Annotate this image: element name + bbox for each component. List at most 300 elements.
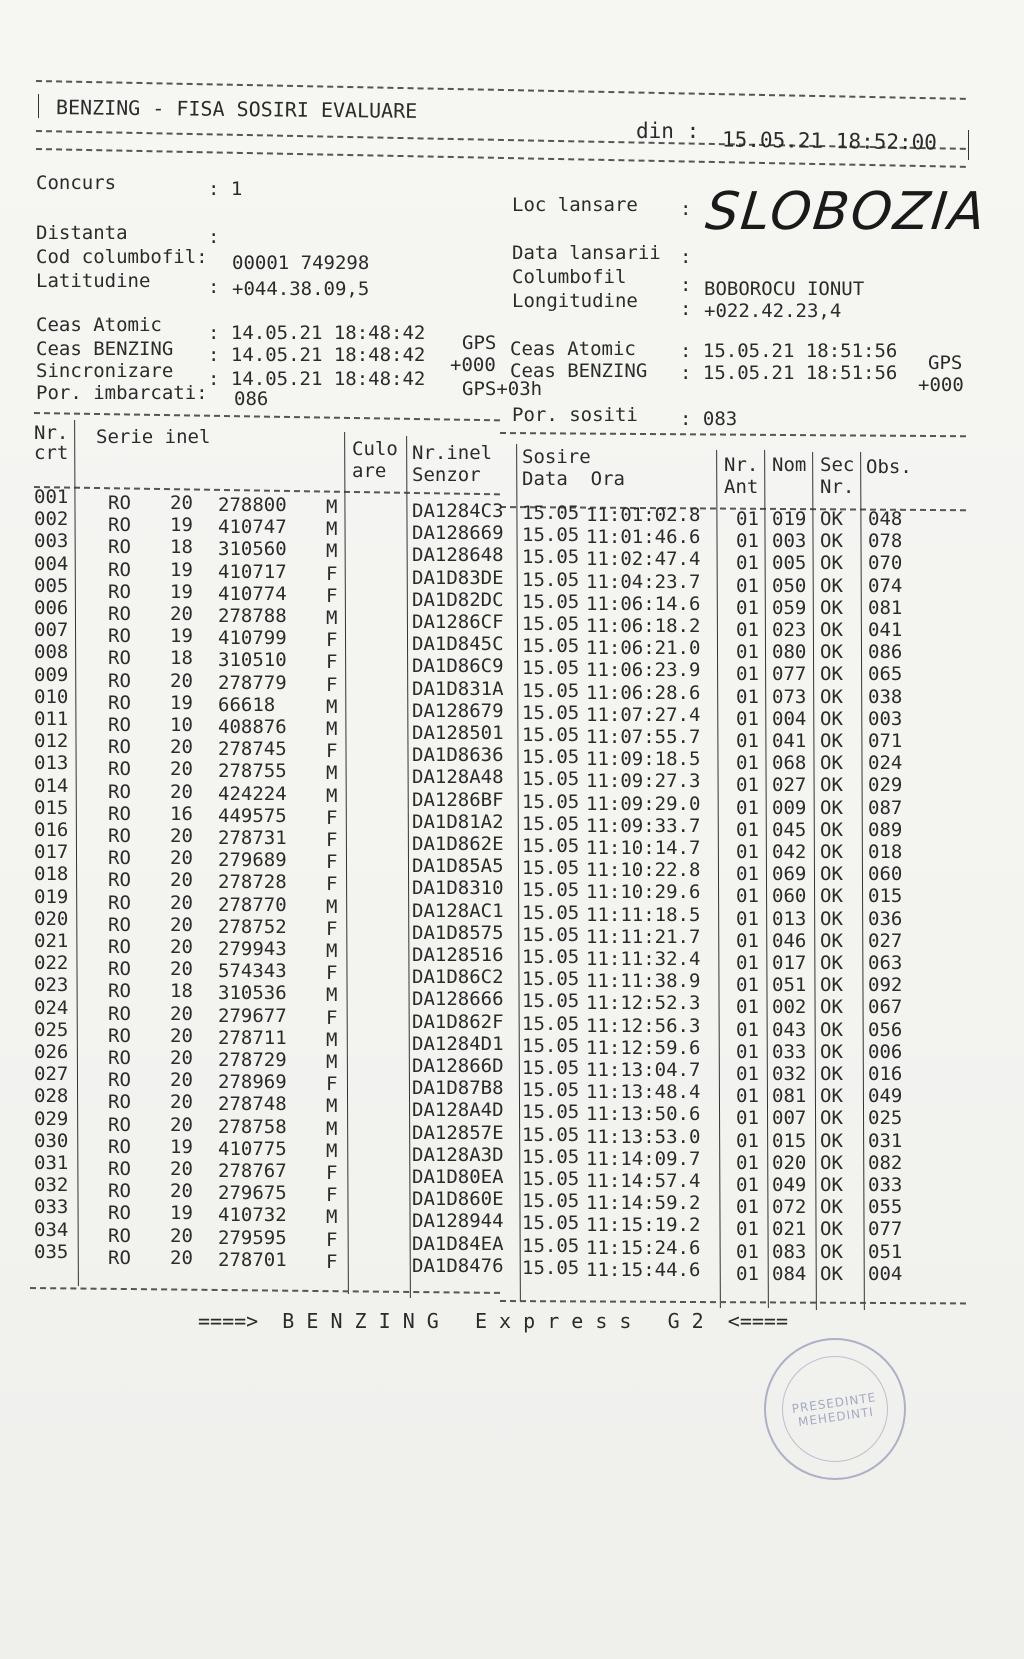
cell-year: 20 [170,603,193,625]
data-lansarii-label: Data lansarii [512,242,661,264]
cell-obs: 087 [868,796,903,819]
columbofil-value: BOBOROCU IONUT [704,278,865,300]
cell-obs: 060 [868,863,903,886]
cell-date: 15.05 [522,524,580,547]
cell-country: RO [108,802,131,825]
cell-ant: 01 [736,974,759,997]
cell-obs: 063 [868,952,903,974]
cell-time: 11:09:33.7 [586,814,701,837]
cell-ant: 01 [736,863,759,886]
cell-sec: OK [820,1240,843,1263]
cell-year: 18 [170,647,193,670]
cell-year: 20 [170,669,193,692]
cell-sensor: DA1284C3 [412,500,504,522]
cell-nr: 025 [34,1018,69,1041]
ceas-benzing-left-extra: +000 [450,354,496,376]
cell-nr: 033 [34,1196,69,1219]
cell-ant: 01 [736,730,759,752]
cell-time: 11:12:59.6 [586,1036,701,1059]
cell-sec: OK [820,774,843,797]
cell-obs: 029 [868,774,903,797]
cell-nom: 007 [772,1107,807,1130]
cell-year: 20 [170,1024,193,1047]
cell-time: 11:11:38.9 [586,970,701,993]
cell-ant: 01 [736,1218,759,1241]
cell-year: 20 [170,1180,193,1203]
header-right-border [968,130,969,160]
cell-sensor: DA1D87B8 [412,1077,504,1100]
cell-sex: M [326,540,338,563]
cell-sensor: DA1D8636 [412,744,504,767]
cell-sensor: DA128AC1 [412,899,504,922]
cell-sex: M [326,895,338,918]
cell-sensor: DA128648 [412,544,504,567]
ceas-benzing-right-value: : 15.05.21 18:51:56 [680,362,898,384]
cell-nom: 033 [772,1040,807,1063]
cell-nom: 004 [772,707,807,730]
cell-nr: 001 [34,486,69,508]
cell-date: 15.05 [522,1168,580,1190]
cell-ant: 01 [736,1262,759,1285]
cell-nom: 002 [772,996,807,1019]
cell-sensor: DA1D84EA [412,1232,504,1255]
cell-sec: OK [820,1129,843,1152]
cell-country: RO [108,980,131,1003]
cell-sex: F [326,673,338,696]
cell-obs: 024 [868,752,903,775]
cell-nr: 018 [34,863,69,886]
cell-nom: 041 [772,730,807,752]
cell-time: 11:13:53.0 [586,1125,701,1148]
cell-country: RO [108,1069,131,1092]
cell-year: 20 [170,1158,193,1180]
cell-nom: 050 [772,574,807,597]
ceas-atomic-left-value: : 14.05.21 18:48:42 [208,322,426,344]
cell-sensor: DA128A48 [412,766,504,789]
cell-ring: 310510 [218,649,287,672]
ceas-atomic-right-value: : 15.05.21 18:51:56 [680,340,898,362]
cell-time: 11:06:23.9 [586,659,701,682]
cell-sex: F [326,851,338,874]
ceas-atomic-right-extra: GPS [928,352,963,374]
cell-sensor: DA1D8310 [412,877,504,900]
cell-time: 11:15:24.6 [586,1236,701,1259]
cell-date: 15.05 [522,1256,580,1279]
header-crt: crt [34,442,69,464]
cell-nr: 007 [34,619,69,642]
cell-time: 11:04:23.7 [586,570,701,593]
cell-nom: 009 [772,796,807,819]
cell-ant: 01 [736,996,759,1019]
cell-ring: 278728 [218,871,287,894]
cell-nom: 069 [772,863,807,886]
cell-ant: 01 [736,641,759,664]
cell-ring: 278788 [218,605,287,627]
cell-year: 20 [170,1002,193,1025]
cell-sex: F [326,1228,338,1251]
cell-ant: 01 [736,841,759,863]
por-imbarcati-value: 086 [234,388,269,410]
cell-time: 11:10:22.8 [586,859,701,882]
cell-time: 11:11:32.4 [586,948,701,970]
cell-obs: 078 [868,530,903,553]
cell-ring: 424224 [218,782,287,805]
cell-nr: 004 [34,552,69,575]
cell-time: 11:15:44.6 [586,1258,701,1281]
ceas-benzing-right-label: Ceas BENZING [510,360,648,382]
cell-obs: 041 [868,619,903,641]
cell-year: 20 [170,1113,193,1136]
cell-sensor: DA1D80EA [412,1166,504,1188]
column-rule-nr [74,420,79,1286]
cell-date: 15.05 [522,1012,580,1035]
loc-lansare-sep: : [680,198,692,220]
ceas-atomic-left-extra: GPS [462,332,497,354]
cell-obs: 016 [868,1063,903,1085]
cell-nr: 034 [34,1218,69,1241]
cell-sex: F [326,1184,338,1207]
cell-sex: M [326,1139,338,1162]
column-rule-sec [812,452,817,1310]
cell-nr: 009 [34,663,69,686]
cell-country: RO [108,1246,131,1269]
cell-nom: 017 [772,952,807,974]
cell-sec: OK [820,596,843,619]
cell-sec: OK [820,641,843,664]
cell-nr: 010 [34,685,69,708]
cell-nr: 030 [34,1129,69,1152]
cell-time: 11:06:14.6 [586,592,701,615]
header-nr-inel-2: Senzor [412,464,481,486]
latitudine-value: +044.38.09,5 [232,278,370,300]
sincronizare-extra: GPS+03h [462,378,543,400]
cell-time: 11:06:28.6 [586,681,701,704]
cell-sex: F [326,651,338,674]
cell-sec: OK [820,1174,843,1196]
cell-time: 11:09:29.0 [586,792,701,815]
cell-nr: 022 [34,952,69,975]
cell-date: 15.05 [522,1057,580,1079]
cell-ant: 01 [736,530,759,553]
header-obs: Obs. [866,456,912,478]
cell-country: RO [108,536,131,559]
cell-nr: 027 [34,1063,69,1086]
cell-sensor: DA1D845C [412,633,504,656]
cell-sec: OK [820,663,843,686]
cell-date: 15.05 [522,502,580,524]
cell-ant: 01 [736,1196,759,1219]
cell-sex: M [326,1051,338,1073]
table-top-rule-left [34,412,500,421]
cell-ring: 66618 [218,693,276,716]
cell-sex: F [326,962,338,985]
cell-country: RO [108,1202,131,1225]
cell-nr: 006 [34,597,69,619]
cell-country: RO [108,580,131,603]
cell-sensor: DA1286BF [412,788,504,811]
cell-date: 15.05 [522,657,580,680]
column-rule-obs [860,452,865,1310]
cell-sec: OK [820,1040,843,1063]
cell-sec: OK [820,1063,843,1085]
cell-ant: 01 [736,1107,759,1130]
latitudine-label: Latitudine [36,270,151,292]
stamp-text: PRESEDINTE MEHEDINTI [790,1390,878,1430]
cell-year: 19 [170,1135,193,1158]
cell-date: 15.05 [522,1212,580,1235]
cell-ring: 410732 [218,1204,287,1227]
cell-nom: 005 [772,552,807,575]
cell-sex: F [326,873,338,896]
cell-ant: 01 [736,1174,759,1196]
cell-year: 20 [170,847,193,870]
cell-year: 18 [170,980,193,1003]
cell-date: 15.05 [522,968,580,991]
cell-time: 11:01:02.8 [586,504,701,526]
columbofil-sep: : [680,274,692,296]
cell-ring: 410775 [218,1137,287,1160]
cell-sex: F [326,1006,338,1029]
cell-sex: M [326,518,338,541]
cell-sex: F [326,584,338,607]
cell-sex: M [326,496,338,518]
cell-year: 20 [170,1047,193,1069]
loc-lansare-label: Loc lansare [512,194,638,216]
din-label: din : [636,119,700,143]
cell-sec: OK [820,707,843,730]
latitudine-sep: : [208,276,220,298]
cell-obs: 038 [868,685,903,708]
cell-year: 19 [170,558,193,581]
cell-sec: OK [820,818,843,841]
cell-nr: 011 [34,708,69,730]
cell-country: RO [108,758,131,781]
cell-country: RO [108,1135,131,1158]
cell-obs: 071 [868,730,903,752]
cell-nr: 026 [34,1041,69,1063]
cell-obs: 033 [868,1174,903,1196]
cell-obs: 027 [868,929,903,952]
concurs-value: : 1 [208,178,243,200]
cell-country: RO [108,1002,131,1025]
cell-ant: 01 [736,1240,759,1263]
cell-country: RO [108,1158,131,1180]
cell-time: 11:13:50.6 [586,1103,701,1126]
column-rule-nr-inel [406,436,411,1298]
cell-nom: 073 [772,685,807,708]
header-nr-inel-1: Nr.inel [412,442,493,464]
cell-obs: 004 [868,1262,903,1285]
cell-ring: 279675 [218,1182,287,1205]
cell-year: 20 [170,736,193,759]
cell-sensor: DA128944 [412,1210,504,1233]
cell-time: 11:14:57.4 [586,1170,701,1192]
cell-ant: 01 [736,508,759,530]
cell-sex: F [326,562,338,585]
cell-obs: 067 [868,996,903,1019]
header-sec-1: Sec [820,454,855,476]
cell-country: RO [108,1224,131,1247]
column-rule-ant [716,450,721,1308]
cell-obs: 036 [868,907,903,930]
cell-nom: 021 [772,1218,807,1241]
cell-sensor: DA128501 [412,722,504,744]
cell-ant: 01 [736,619,759,641]
cell-sec: OK [820,996,843,1019]
cell-country: RO [108,736,131,759]
cell-time: 11:12:56.3 [586,1014,701,1037]
cell-time: 11:09:18.5 [586,748,701,771]
cell-ring: 278701 [218,1248,287,1271]
cell-year: 10 [170,714,193,736]
header-nr-ant-1: Nr. [724,454,759,476]
cell-year: 20 [170,958,193,981]
cell-ring: 278711 [218,1026,287,1049]
cell-nom: 051 [772,974,807,997]
cell-ant: 01 [736,1129,759,1152]
cell-country: RO [108,958,131,981]
cell-ant: 01 [736,818,759,841]
cell-nr: 017 [34,841,69,864]
cell-year: 20 [170,492,193,514]
cell-ant: 01 [736,929,759,952]
cell-ring: 279677 [218,1004,287,1027]
cell-ring: 310536 [218,982,287,1005]
cell-obs: 065 [868,663,903,686]
cell-ant: 01 [736,707,759,730]
cell-nom: 081 [772,1085,807,1108]
ceas-atomic-right-label: Ceas Atomic [510,338,636,360]
cell-sensor: DA128516 [412,944,504,966]
table-top-rule-right [500,432,966,437]
cell-nom: 049 [772,1174,807,1196]
cell-nr: 024 [34,996,69,1019]
cell-nr: 012 [34,730,69,753]
header-nom: Nom [772,454,807,476]
cell-time: 11:14:59.2 [586,1192,701,1215]
cell-country: RO [108,847,131,870]
distanta-label: Distanta [36,222,128,244]
cell-country: RO [108,825,131,847]
cell-ring: 410747 [218,516,287,539]
cell-country: RO [108,891,131,914]
cell-date: 15.05 [522,679,580,702]
cell-time: 11:01:46.6 [586,526,701,549]
cell-ant: 01 [736,574,759,597]
cell-nr: 021 [34,930,69,952]
cell-date: 15.05 [522,590,580,613]
cod-columbofil-value: 00001 749298 [232,252,370,274]
cell-obs: 070 [868,552,903,575]
cell-nom: 080 [772,641,807,664]
cell-ant: 01 [736,685,759,708]
cell-sex: M [326,762,338,785]
cell-date: 15.05 [522,835,580,857]
cell-nr: 019 [34,885,69,908]
ceas-benzing-left-value: : 14.05.21 18:48:42 [208,344,426,366]
cell-year: 20 [170,825,193,847]
cell-year: 16 [170,802,193,825]
cell-time: 11:15:19.2 [586,1214,701,1237]
cell-sensor: DA128679 [412,699,504,722]
cell-ant: 01 [736,1063,759,1085]
cell-country: RO [108,669,131,692]
cell-nr: 029 [34,1107,69,1130]
cell-year: 19 [170,514,193,537]
cell-sex: F [326,629,338,652]
cell-country: RO [108,691,131,714]
header-culoare-1: Culo [352,438,398,460]
cell-country: RO [108,558,131,581]
cell-country: RO [108,1091,131,1114]
cell-date: 15.05 [522,1123,580,1146]
cell-sex: M [326,1206,338,1229]
cell-sec: OK [820,508,843,530]
cell-nr: 002 [34,508,69,531]
cell-sec: OK [820,752,843,775]
cell-ant: 01 [736,1085,759,1108]
cell-ant: 01 [736,1018,759,1041]
cell-sec: OK [820,730,843,752]
cell-nr: 008 [34,641,69,664]
cell-sensor: DA12866D [412,1055,504,1077]
cell-country: RO [108,780,131,803]
cell-ant: 01 [736,796,759,819]
cell-country: RO [108,492,131,514]
cell-ring: 279943 [218,938,287,960]
cell-date: 15.05 [522,701,580,724]
cell-ring: 410717 [218,560,287,583]
header-culoare-2: are [352,460,387,482]
cell-date: 15.05 [522,901,580,924]
concurs-label: Concurs [36,172,117,194]
official-stamp [764,1338,906,1480]
cell-country: RO [108,514,131,537]
cell-date: 15.05 [522,613,580,635]
table-bottom-rule-right [500,1300,966,1304]
cell-sex: M [326,784,338,807]
cell-sensor: DA128A3D [412,1143,504,1166]
cell-time: 11:11:18.5 [586,903,701,926]
cell-obs: 018 [868,841,903,863]
cell-nom: 015 [772,1129,807,1152]
cell-sex: M [326,718,338,740]
cell-country: RO [108,936,131,958]
cell-obs: 025 [868,1107,903,1130]
ceas-benzing-left-label: Ceas BENZING [36,338,174,360]
cell-date: 15.05 [522,857,580,880]
cell-sex: M [326,607,338,629]
cell-sec: OK [820,619,843,641]
cell-ant: 01 [736,752,759,775]
cell-nom: 023 [772,619,807,641]
cell-nr: 013 [34,752,69,775]
cell-year: 18 [170,536,193,559]
cell-country: RO [108,1024,131,1047]
header-nr: Nr. [34,422,69,444]
cell-ant: 01 [736,1040,759,1063]
cell-sensor: DA128A4D [412,1099,504,1122]
cell-country: RO [108,647,131,670]
cell-year: 19 [170,580,193,603]
cell-sensor: DA1D86C2 [412,966,504,989]
cell-time: 11:12:52.3 [586,992,701,1015]
cell-nom: 072 [772,1196,807,1219]
cell-ring: 278731 [218,827,287,849]
cell-date: 15.05 [522,923,580,946]
cell-ring: 278755 [218,760,287,783]
cell-ring: 278745 [218,738,287,761]
